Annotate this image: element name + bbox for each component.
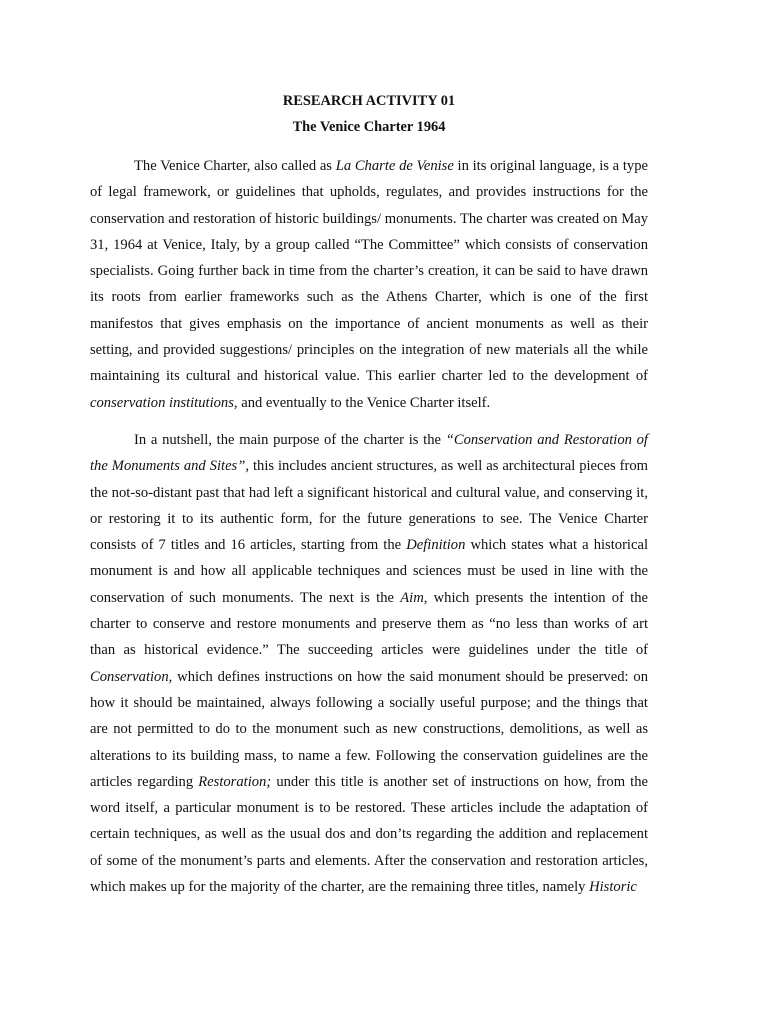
paragraph-1-italic-institutions: conservation institutions, xyxy=(90,394,238,411)
paragraph-1-text: The Venice Charter, also called as xyxy=(134,158,336,174)
paragraph-2-text: In a nutshell, the main purpose of the charter is the xyxy=(134,431,446,448)
paragraph-1-italic-original-name: La Charte de Venise xyxy=(335,158,454,174)
paragraph-1-text: in its original language, is a type of legal framework, or guidelines that upholds, regulates, and provides instructions for the conservation and restoration of historic buildings/ monuments. The charter was created on May 31, 1964 at Venice, Italy, by a group called “The Committee” which consists of conservation specialists. Going further back in time from the charter’s creation, it can be said to have drawn its roots from earlier frameworks such as the Athens Charter, which is one of the first manifestos that gives emphasis on the importance of ancient monuments as well as their setting, and provided suggestions/ principles on the integration of new materials all the while maintaining its cultural and historical value. This earlier charter led to the development of xyxy=(90,158,648,385)
paragraph-2-text: which presents the intention of the charter to conserve and restore monuments and preserve them as “no less than works of art than as historical evidence.” The succeeding articles were guidelines under the title of xyxy=(90,589,649,659)
paragraph-2-italic-purpose: “Conservation and Restoration of the Monuments and Sites” xyxy=(90,431,648,475)
paragraph-2-italic-aim: Aim, xyxy=(400,589,428,606)
paragraph-1-text: and eventually to the Venice Charter itself. xyxy=(237,394,491,411)
paragraph-1 xyxy=(90,153,648,416)
paragraph-2-text: , this includes ancient structures, as well as architectural pieces from the not-so-distant past that had left a significant historical and cultural value, and conserving it, or restoring it to its authentic form, for the future generations to see. The Venice Charter consists of 7 titles and 16 articles, starting from the xyxy=(90,458,648,554)
paragraph-2-italic-conservation: Conservation, xyxy=(90,668,173,685)
document-subheading: The Venice Charter 1964 xyxy=(292,119,446,135)
paragraph-2-italic-definition: Definition xyxy=(406,537,466,554)
paragraph-2-text: which states what a historical monument is and how all applicable techniques and sciences must be used in line with the conservation of such monuments. The next is the xyxy=(90,537,648,606)
document-page xyxy=(90,88,648,900)
paragraph-2-italic-restoration: Restoration; xyxy=(198,773,272,790)
document-heading: RESEARCH ACTIVITY 01 xyxy=(282,93,456,109)
paragraph-2 xyxy=(90,427,648,900)
paragraph-2-italic-historic: Historic xyxy=(589,879,637,896)
paragraph-2-text: under this title is another set of instructions on how, from the word itself, a particular monument is to be restored. These articles include the adaptation of certain techniques, as well as the usual dos and don’ts regarding the addition and replacement of some of the monument’s parts and elements. After the conservation and restoration articles, which makes up for the majority of the charter, are the remaining three titles, namely xyxy=(90,773,648,896)
paragraph-2-text: which defines instructions on how the said monument should be preserved: on how it should be maintained, always following a socially useful purpose; and the things that are not permitted to do to the monument such as new constructions, demolitions, as well as alterations to its building mass, to name a few. Following the conservation guidelines are the articles regarding xyxy=(90,668,648,790)
